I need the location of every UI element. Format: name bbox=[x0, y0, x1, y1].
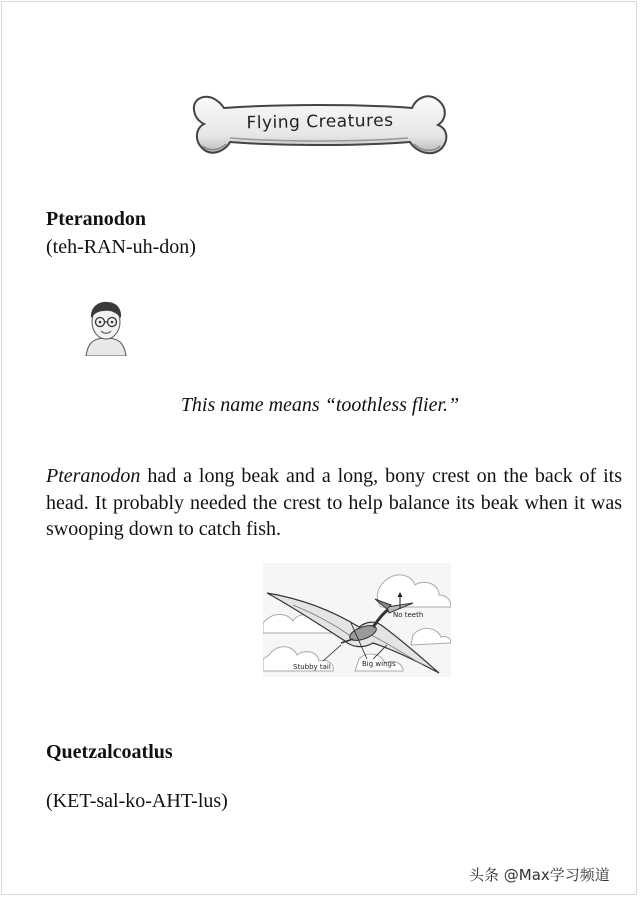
dinosaur-name-pteranodon: Pteranodon bbox=[46, 208, 146, 230]
description-text: had a long beak and a long, bony crest on the back of its head. It probably needed the crest to help balance its beak when it was swooping down to catch fish. bbox=[46, 465, 622, 540]
description-italic-name: Pteranodon bbox=[46, 465, 141, 487]
pronunciation-pteranodon: (teh-RAN-uh-don) bbox=[46, 236, 196, 258]
label-stubby-tail: Stubby tail bbox=[293, 663, 331, 671]
dinosaur-name-quetzalcoatlus: Quetzalcoatlus bbox=[46, 741, 173, 763]
label-no-teeth: No teeth bbox=[393, 611, 424, 619]
pronunciation-quetzalcoatlus: (KET-sal-ko-AHT-lus) bbox=[46, 790, 228, 812]
banner-title: Flying Creatures bbox=[246, 110, 394, 134]
section-banner bbox=[190, 88, 450, 166]
pteranodon-description bbox=[46, 463, 622, 543]
label-big-wings: Big wings bbox=[362, 660, 396, 668]
pteranodon-illustration bbox=[263, 563, 451, 677]
source-watermark: 头条 @Max学习频道 bbox=[469, 866, 610, 884]
name-meaning-quote: This name means “toothless flier.” bbox=[180, 394, 460, 416]
narrator-avatar-icon bbox=[80, 298, 132, 356]
